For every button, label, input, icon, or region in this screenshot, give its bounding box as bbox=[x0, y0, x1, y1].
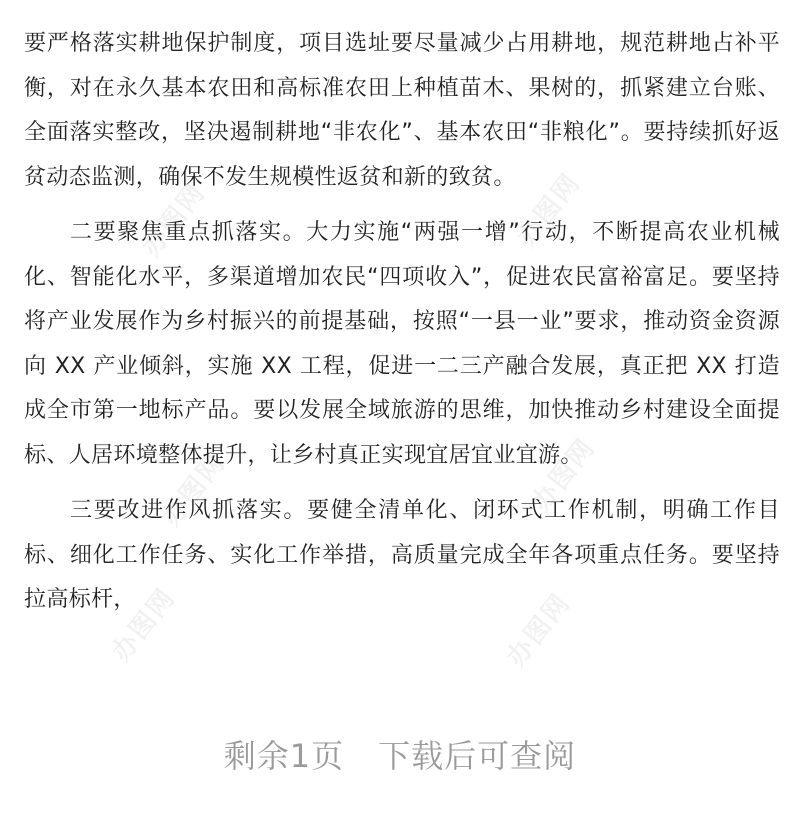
watermark: 办图网 bbox=[526, 432, 602, 518]
watermark: 办图网 bbox=[511, 167, 587, 253]
watermark: 办图网 bbox=[106, 582, 182, 668]
document-body bbox=[24, 22, 780, 623]
watermark: 办图网 bbox=[136, 177, 212, 263]
paragraph-3: 三要改进作风抓落实。要健全清单化、闭环式工作机制，明确工作目标、细化工作任务、实化工作举措，高质量完成全年各项重点任务。要坚持拉高标杆， bbox=[24, 498, 780, 612]
remaining-pages-label: 剩余1页 bbox=[223, 737, 345, 775]
watermark: 办图网 bbox=[156, 447, 232, 533]
paragraph-2: 二要聚焦重点抓落实。大力实施“两强一增”行动，不断提高农业机械化、智能化水平，多渠道增加农民“四项收入”，促进农民富裕富足。要坚持将产业发展作为乡村振兴的前提基础，按照“一县一业”要求，推动资金资源向 XX 产业倾斜，实施 XX 工程，促进一二三产融合发展，真正把 XX 打造成全市第一地标产品。要以发展全域旅游的思维，加快推动乡村建设全面提标、人居环境整体提升，让乡村真正实现宜居宜业宜游。 bbox=[24, 220, 780, 468]
watermark: 办图网 bbox=[501, 587, 577, 673]
download-to-view-label: 下载后可查阅 bbox=[378, 737, 577, 775]
download-prompt-banner[interactable] bbox=[0, 728, 800, 784]
paragraph-1: 要严格落实耕地保护制度，项目选址要尽量减少占用耕地，规范耕地占补平衡，对在永久基本农田和高标准农田上种植苗木、果树的，抓紧建立台账、全面落实整改，坚决遏制耕地“非农化”、基本农田“非粮化”。要持续抓好返贫动态监测，确保不发生规模性返贫和新的致贫。 bbox=[24, 31, 780, 190]
